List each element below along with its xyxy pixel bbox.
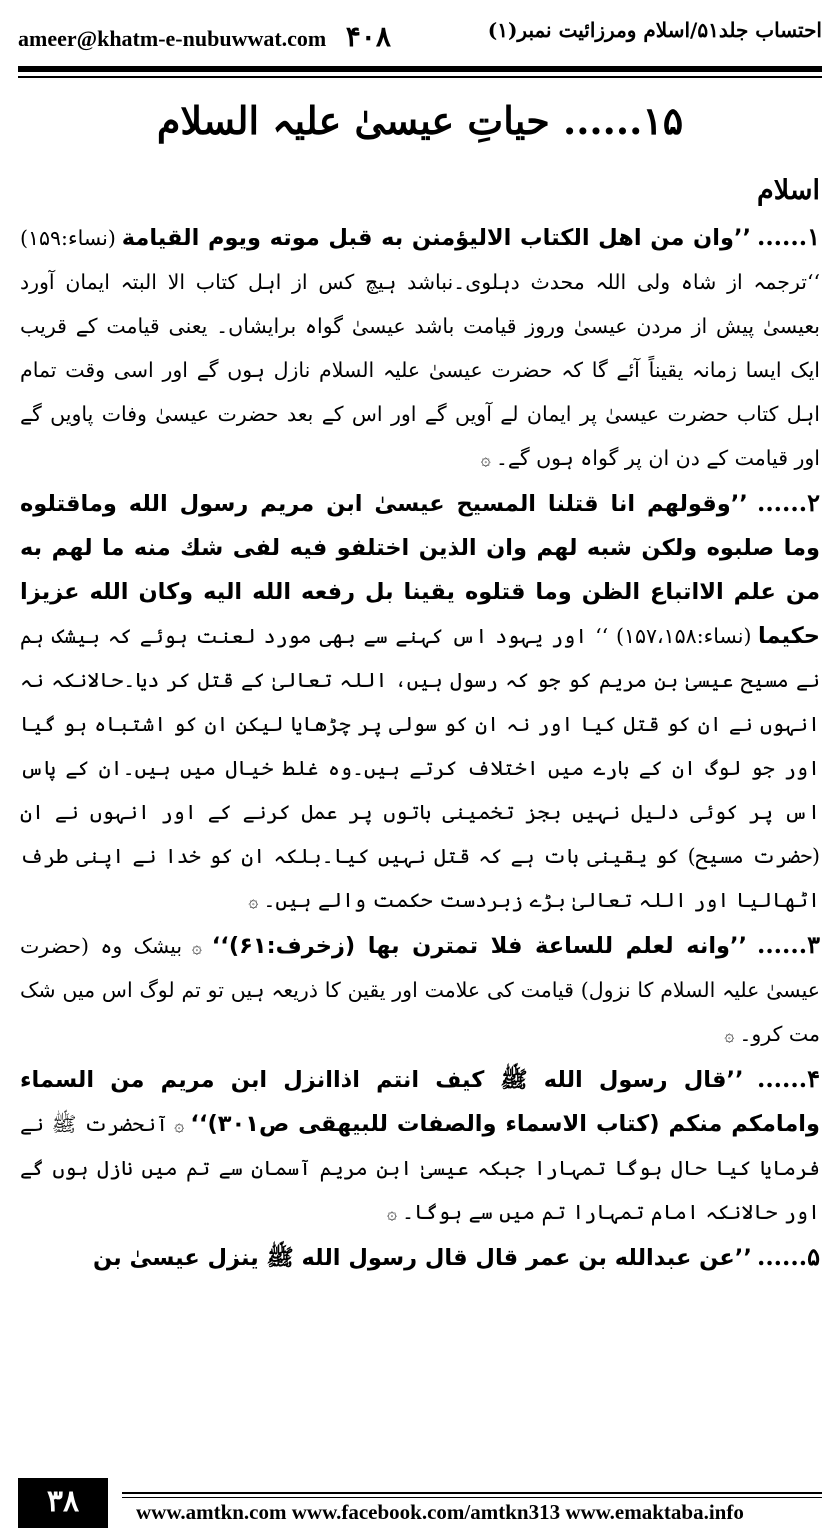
ornament-icon: ۞ <box>386 1204 397 1224</box>
arabic-verse: ’’قال رسول الله ﷺ کیف انتم اذاانزل ابن مریم من السماء وامامکم منکم (کتاب الاسماء والصفات للبیهقی ص۳۰۱)‘‘ <box>20 1067 820 1137</box>
paragraph-4 <box>20 1058 820 1234</box>
header-left <box>18 20 391 54</box>
footer-page-number: ۳۸ <box>18 1478 108 1528</box>
arabic-verse: ’’عن عبدالله بن عمر قال قال رسول الله ﷺ ینزل عیسیٰ بن <box>92 1245 752 1271</box>
ornament-icon: ۞ <box>191 938 202 958</box>
header-email: ameer@khatm-e-nubuwwat.com <box>18 26 327 51</box>
header-rule-thin <box>18 76 822 78</box>
paragraph-number: ۳...... <box>756 930 820 959</box>
urdu-translation: (نساء:۱۵۹) ‘‘ترجمہ از شاہ ولی اللہ محدث دہلوی۔نباشد ہیچ کس از اہل کتاب الا البتہ ایمان آورد بعیسیٰ پیش از مردن عیسیٰ وروز قیامت باشد عیسیٰ گواہ برایشاں۔ یعنی قیامت کے قریب ایک ایسا زمانہ یقیناً آئے گا کہ حضرت عیسیٰ علیہ السلام نازل ہوں گے اور اسی وقت تمام اہل کتاب حضرت عیسیٰ پر ایمان لے آویں گے اور اس کے بعد حضرت عیسیٰ وفات پاویں گے اور قیامت کے دن ان پر گواہ ہوں گے۔ <box>20 226 820 470</box>
footer-rule-thin <box>122 1497 822 1498</box>
paragraph-number: ۲...... <box>756 488 820 517</box>
arabic-verse: ’’وقولهم انا قتلنا المسیح عیسیٰ ابن مریم رسول الله وماقتلوه وما صلبوه ولکن شبه لهم وان الذین اختلفو فیه لفی شك منه ما لهم به من علم الااتباع الظن وما قتلوه یقینا بل رفعه الله الیه وکان الله عزیزا حکیما <box>20 491 820 649</box>
header-rule-thick <box>18 66 822 72</box>
paragraph-number: ۴...... <box>756 1064 820 1093</box>
urdu-translation: آنحضرت ﷺ نے فرمایا کیا حال ہوگا تمہارا جبکہ عیسیٰ ابن مریم آسمان سے تم میں نازل ہوں گے اور حالانکہ امام تمہارا تم میں سے ہوگا۔ <box>20 1112 820 1224</box>
header-page-number: ۴۰۸ <box>345 22 391 53</box>
page-footer <box>18 1478 822 1532</box>
paragraph-5 <box>20 1236 820 1280</box>
paragraph-number: ۵...... <box>756 1242 820 1271</box>
ornament-icon: ۞ <box>248 892 259 912</box>
paragraph-number: ۱...... <box>756 222 820 251</box>
arabic-verse: ’’وان من اهل الکتاب الالیؤمنن به قبل موته ویوم القیامة <box>121 225 752 251</box>
ornament-icon: ۞ <box>174 1116 185 1136</box>
page-body <box>20 166 820 1456</box>
chapter-title: ۱۵...... حیاتِ عیسیٰ علیہ السلام <box>156 98 684 143</box>
paragraph-2 <box>20 482 820 922</box>
ornament-icon: ۞ <box>480 450 491 470</box>
page-header <box>18 14 822 60</box>
paragraph-3 <box>20 924 820 1056</box>
ornament-icon: ۞ <box>724 1026 735 1046</box>
urdu-translation: بیشک وہ (حضرت عیسیٰ علیہ السلام کا نزول) قیامت کی علامت اور یقین کا ذریعہ ہیں تو تم لوگ اس میں شک مت کرو۔ <box>20 934 820 1046</box>
footer-rule <box>122 1492 822 1494</box>
footer-links: www.amtkn.com www.facebook.com/amtkn313 www.emaktaba.info <box>136 1500 744 1524</box>
urdu-translation: (نساء:۱۵۷،۱۵۸) ‘‘ اور یہود اس کہنے سے بھی مورد لعنت ہوئے کہ بیشک ہم نے مسیح عیسیٰ بن مریم کو جو کہ رسول ہیں، اللہ تعالیٰ کے قتل کر دیا۔حالانکہ نہ انہوں نے ان کو قتل کیا اور نہ ان کو سولی پر چڑھایا لیکن ان کو اشتباہ ہو گیا اور جو لوگ ان کے بارے میں اختلاف کرتے ہیں۔وہ غلط خیال میں ہیں۔ان کے پاس اس پر کوئی دلیل نہیں بجز تخمینی باتوں پر عمل کرنے کے اور انہوں نے ان (حضرت مسیح) کو یقینی بات ہے کہ قتل نہیں کیا۔بلکہ ان کو خدا نے اپنی طرف اٹھالیا اور اللہ تعالیٰ بڑے زبردست حکمت والے ہیں۔ <box>20 624 820 912</box>
section-subtitle: اسلام <box>757 175 820 206</box>
header-book-title: احتساب جلد۵۱/اسلام ومرزائیت نمبر(۱) <box>487 18 822 42</box>
arabic-verse: ’’وانه لعلم للساعة فلا تمترن بها (زخرف:۶۱)‘‘ <box>211 933 748 959</box>
paragraph-1 <box>20 216 820 480</box>
